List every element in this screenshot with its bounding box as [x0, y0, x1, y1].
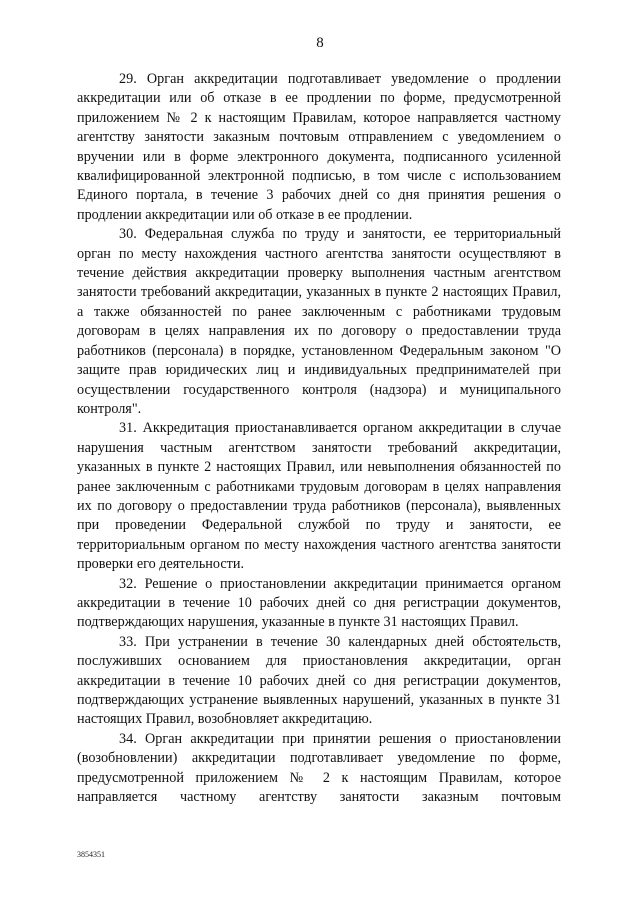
paragraph-33: 33. При устранении в течение 30 календарных дней обстоятельств, послуживших основанием для приостановления аккредитации, орган аккредитации в течение 10 рабочих дней со дня регистрации документов, подтверждающих устранение выявленных нарушений, указанных в пункте 31 настоящих Правил, возобновляет аккредитацию.	[77, 633, 561, 728]
paragraph-32: 32. Решение о приостановлении аккредитации принимается органом аккредитации в течение 10 рабочих дней со дня регистрации документов, подтверждающих нарушения, указанные в пункте 31 настоящих Правил.	[77, 575, 561, 631]
paragraph-31: 31. Аккредитация приостанавливается органом аккредитации в случае нарушения частным агентством занятости требований аккредитации, указанных в пункте 2 настоящих Правил, или невыполнения обязанностей по ранее заключенным с работниками трудовым договорам в целях направления их по договору о предоставлении труда работников (персонала), выявленных при проведении Федеральной службой по труду и занятости, ее территориальным органом по месту нахождения частного агентства занятости проверки его деятельности.	[77, 420, 561, 573]
paragraph-30: 30. Федеральная служба по труду и занятости, ее территориальный орган по месту нахождения частного агентства занятости осуществляют в течение действия аккредитации проверку выполнения частным агентством занятости требований аккредитации, указанных в пункте 2 настоящих Правил, а также обязанностей по ранее заключенным с работниками трудовым договорам в целях направления их по договору о предоставлении труда работников (персонала) в порядке, установленном Федеральным законом "О защите прав юридических лиц и индивидуальных предпринимателей при осуществлении государственного контроля (надзора) и муниципального контроля".	[77, 226, 561, 417]
document-id: 3854351	[77, 850, 105, 859]
paragraph-29: 29. Орган аккредитации подготавливает уведомление о продлении аккредитации или об отказе в ее продлении по форме, предусмотренной приложением № 2 к настоящим Правилам, которое направляется частному агентству занятости заказным почтовым отправлением с уведомлением о вручении или в форме электронного документа, подписанного усиленной квалифицированной электронной подписью, в том числе с использованием Единого портала, в течение 3 рабочих дней со дня принятия решения о продлении аккредитации или об отказе в ее продлении.	[77, 71, 561, 223]
paragraph-34: 34. Орган аккредитации при принятии решения о приостановлении (возобновлении) аккредитации подготавливает уведомление по форме, предусмотренной приложением № 2 к настоящим Правилам, которое направляется частному агентству занятости заказным почтовым	[77, 730, 561, 806]
page-number: 8	[316, 35, 324, 51]
document-body	[77, 70, 561, 807]
